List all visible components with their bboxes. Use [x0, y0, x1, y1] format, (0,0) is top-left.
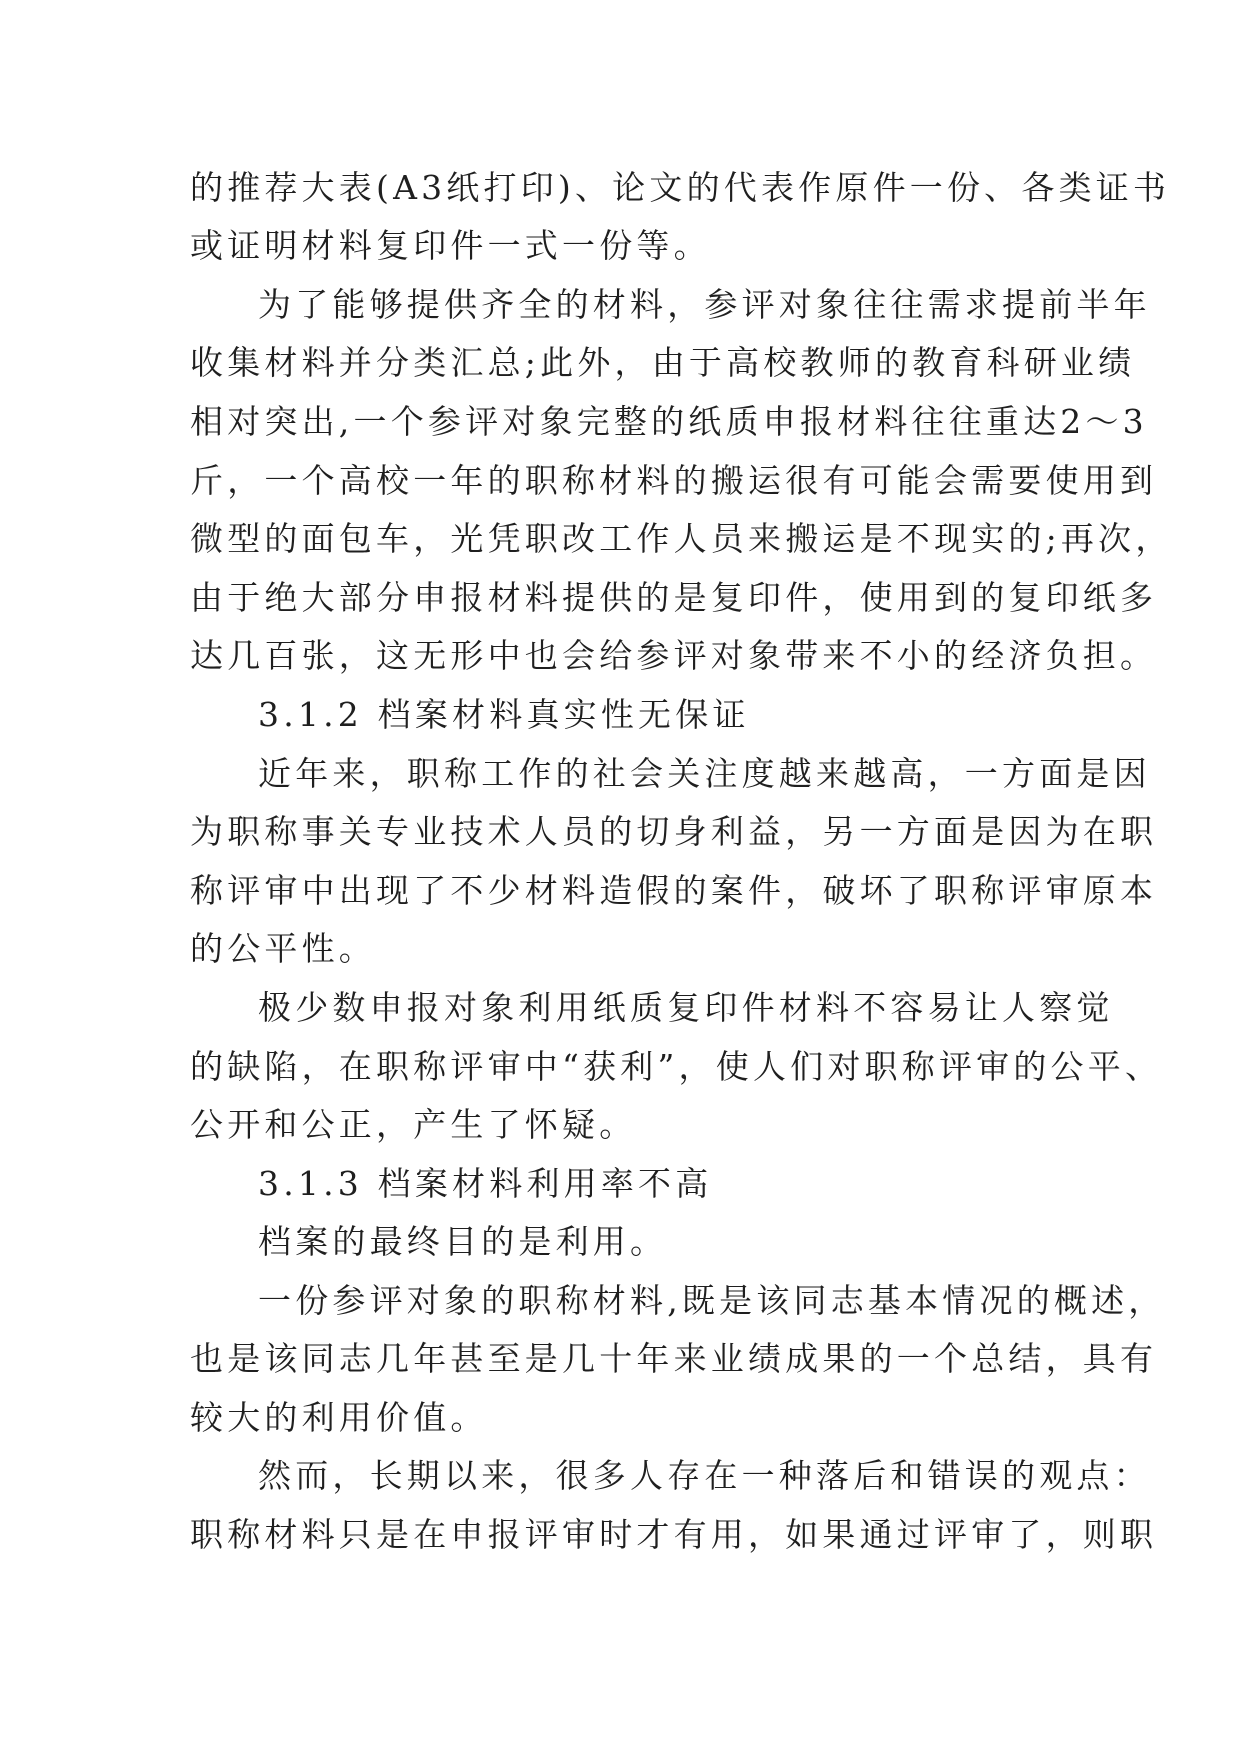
text-line: 达几百张，这无形中也会给参评对象带来不小的经济负担。: [190, 636, 1158, 675]
section-heading: 3.1.2 档案材料真实性无保证: [258, 695, 750, 734]
text-line: 由于绝大部分申报材料提供的是复印件，使用到的复印纸多: [190, 578, 1158, 617]
text-line: 近年来，职称工作的社会关注度越来越高，一方面是因: [258, 754, 1151, 793]
text-line: 极少数申报对象利用纸质复印件材料不容易让人察觉: [258, 988, 1114, 1027]
text-line: 的公平性。: [190, 929, 376, 968]
text-line: 较大的利用价值。: [190, 1398, 488, 1437]
text-line: 称评审中出现了不少材料造假的案件，破坏了职称评审原本: [190, 871, 1158, 910]
text-line: 一份参评对象的职称材料,既是该同志基本情况的概述，: [258, 1281, 1166, 1320]
text-line: 相对突出,一个参评对象完整的纸质申报材料往往重达2～3: [190, 402, 1148, 441]
text-line: 或证明材料复印件一式一份等。: [190, 226, 711, 265]
text-line: 收集材料并分类汇总;此外，由于高校教师的教育科研业绩: [190, 343, 1136, 382]
text-line: 斤，一个高校一年的职称材料的搬运很有可能会需要使用到: [190, 461, 1158, 500]
text-line: 为职称事关专业技术人员的切身利益，另一方面是因为在职: [190, 812, 1158, 851]
text-line: 然而，长期以来，很多人存在一种落后和错误的观点：: [258, 1456, 1151, 1495]
text-line: 的缺陷，在职称评审中“获利”，使人们对职称评审的公平、: [190, 1047, 1163, 1086]
text-line: 微型的面包车，光凭职改工作人员来搬运是不现实的;再次，: [190, 519, 1173, 558]
text-line: 也是该同志几年甚至是几十年来业绩成果的一个总结，具有: [190, 1339, 1158, 1378]
text-line: 职称材料只是在申报评审时才有用，如果通过评审了，则职: [190, 1515, 1158, 1554]
text-line: 公开和公正，产生了怀疑。: [190, 1105, 637, 1144]
text-line: 档案的最终目的是利用。: [258, 1222, 668, 1261]
text-line: 为了能够提供齐全的材料，参评对象往往需求提前半年: [258, 285, 1151, 324]
text-line: 的推荐大表(A3纸打印)、论文的代表作原件一份、各类证书: [190, 168, 1171, 207]
section-heading: 3.1.3 档案材料利用率不高: [258, 1164, 713, 1203]
